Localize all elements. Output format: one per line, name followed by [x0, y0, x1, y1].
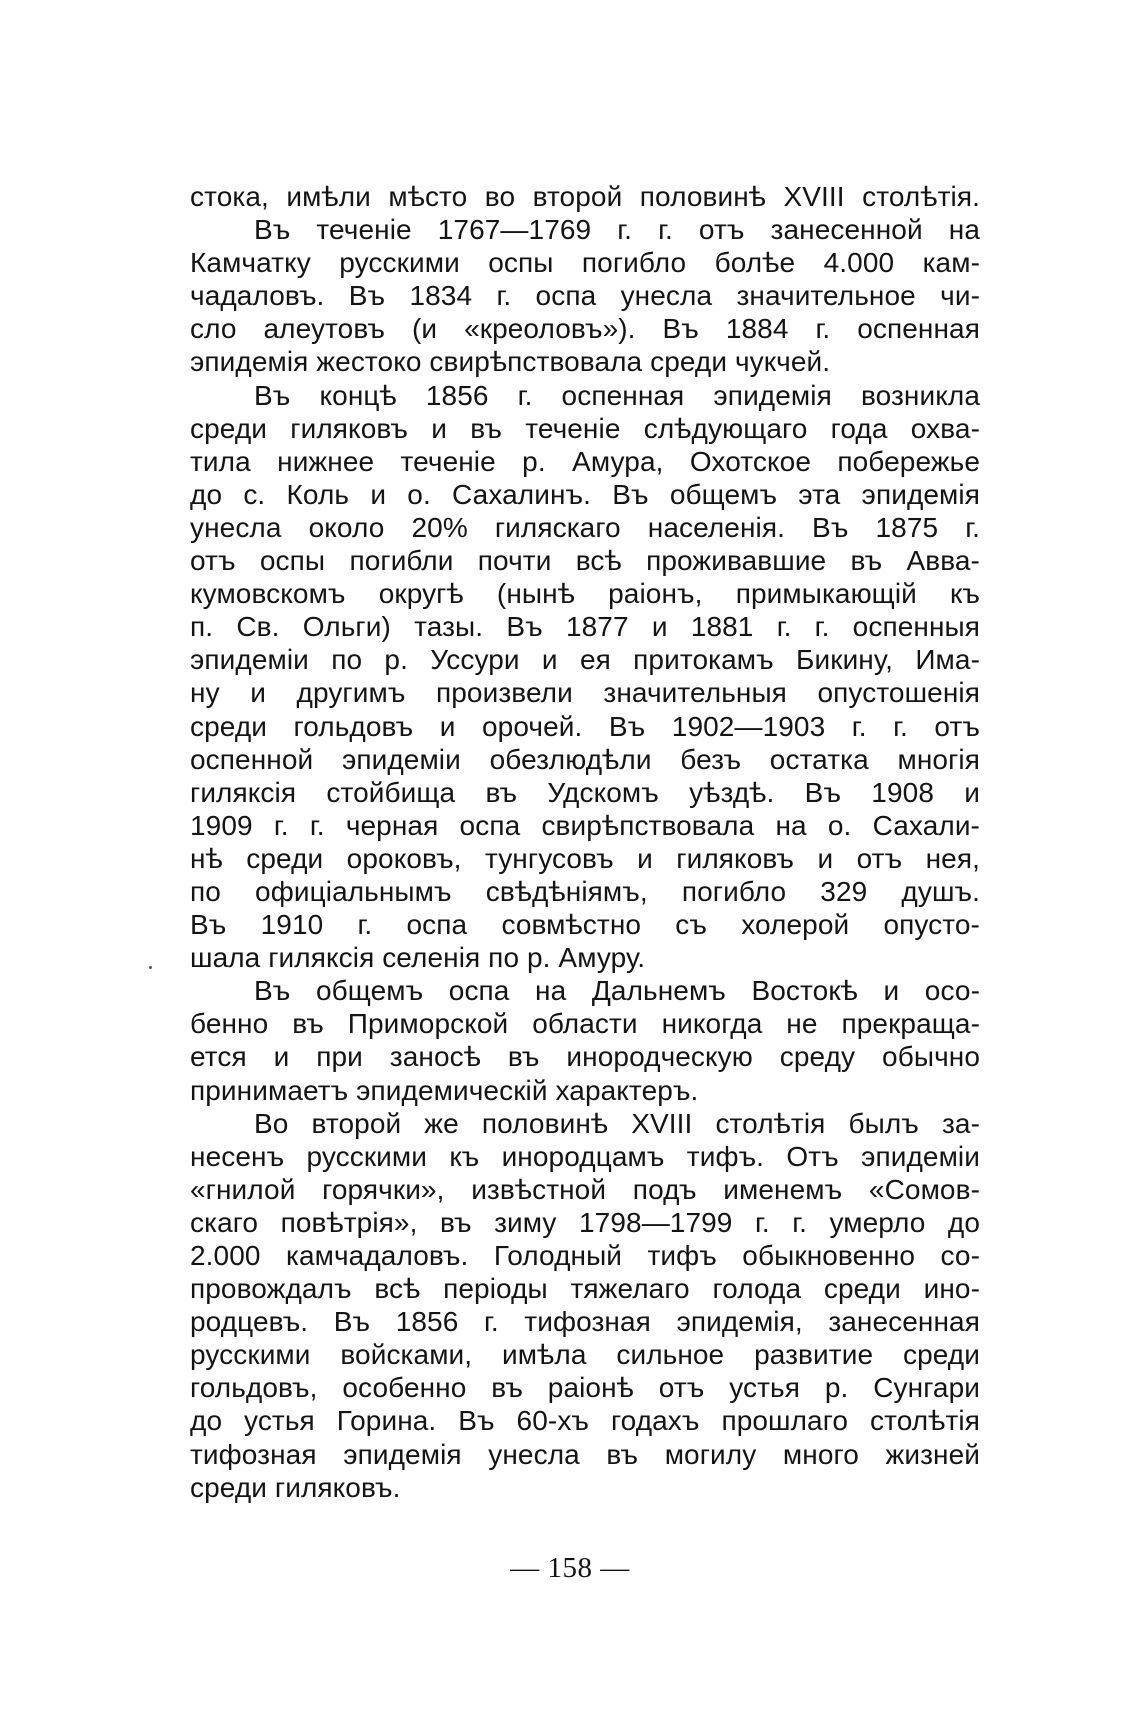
body-text — [190, 180, 980, 1504]
text-line: несенъ русскими къ инородцамъ тифъ. Отъ эпидеміи — [190, 1140, 980, 1172]
text-line: Камчатку русскими оспы погибло болѣе 4.000 кам- — [190, 247, 980, 279]
text-line: кумовскомъ округѣ (нынѣ раіонъ, примыкающій къ — [190, 578, 980, 610]
text-line: оспенной эпидеміи обезлюдѣли безъ остатка многія — [190, 743, 980, 775]
text-line: чадаловъ. Въ 1834 г. оспа унесла значительное чи- — [190, 280, 980, 312]
text-line: скаго повѣтрія», въ зиму 1798—1799 г. г. умерло до — [190, 1206, 980, 1238]
text-line: шала гиляксія селенія по р. Амуру. — [190, 942, 646, 974]
text-line: Въ теченіе 1767—1769 г. г. отъ занесенной на — [254, 214, 980, 246]
text-line: до с. Коль и о. Сахалинъ. Въ общемъ эта эпидемія — [190, 478, 980, 510]
text-line: ну и другимъ произвели значительныя опустошенія — [190, 677, 980, 709]
text-line: гиляксія стойбища въ Удскомъ уѣздѣ. Въ 1908 и — [190, 776, 980, 808]
text-line: среди гиляковъ. — [190, 1471, 401, 1503]
text-line: тила нижнее теченіе р. Амура, Охотское побережье — [190, 445, 980, 477]
text-line: унесла около 20% гиляскаго населенія. Въ 1875 г. — [190, 511, 980, 543]
text-line: до устья Горина. Въ 60-хъ годахъ прошлаго столѣтія — [190, 1405, 980, 1437]
text-line: Во второй же половинѣ XVIII столѣтія былъ за- — [254, 1107, 980, 1139]
text-line: Въ общемъ оспа на Дальнемъ Востокѣ и осо- — [254, 975, 980, 1007]
text-line: стока, имѣли мѣсто во второй половинѣ XVIII столѣтія. — [190, 181, 980, 212]
text-line: ется и при заносѣ въ инородческую среду обычно — [190, 1041, 980, 1073]
text-line: 1909 г. г. черная оспа свирѣпствовала на о. Сахали- — [190, 809, 980, 841]
text-line: бенно въ Приморской области никогда не прекраща- — [190, 1008, 980, 1040]
text-line: «гнилой горячки», извѣстной подъ именемъ «Сомов- — [190, 1173, 980, 1205]
page-number: — 158 — — [510, 1552, 630, 1584]
text-line: провождалъ всѣ періоды тяжелаго голода среди ино- — [190, 1273, 980, 1305]
text-line: принимаетъ эпидемическій характеръ. — [190, 1074, 699, 1106]
text-line: эпидеміи по р. Уссури и ея притокамъ Бикину, Има- — [190, 644, 980, 676]
text-line: гольдовъ, особенно въ раіонѣ отъ устья р. Сунгари — [190, 1372, 980, 1404]
text-line: нѣ среди ороковъ, тунгусовъ и гиляковъ и отъ нея, — [190, 842, 980, 874]
text-line: отъ оспы погибли почти всѣ проживавшие въ Авва- — [190, 545, 980, 577]
text-line: эпидемія жестоко свирѣпствовала среди чукчей. — [190, 346, 831, 378]
text-line: родцевъ. Въ 1856 г. тифозная эпидемія, занесенная — [190, 1306, 980, 1338]
text-line: сло алеутовъ (и «креоловъ»). Въ 1884 г. оспенная — [190, 313, 980, 345]
text-line: среди гольдовъ и орочей. Въ 1902—1903 г. г. отъ — [190, 710, 980, 742]
text-line: 2.000 камчадаловъ. Голодный тифъ обыкновенно со- — [190, 1240, 980, 1271]
margin-speck — [149, 966, 152, 969]
text-line: среди гиляковъ и въ теченіе слѣдующаго года охва- — [190, 412, 980, 444]
text-line: п. Св. Ольги) тазы. Въ 1877 и 1881 г. г. оспенныя — [190, 611, 980, 643]
text-line: Въ 1910 г. оспа совмѣстно съ холерой опусто- — [190, 909, 980, 941]
text-line: русскими войсками, имѣла сильное развитие среди — [190, 1339, 980, 1371]
text-line: Въ концѣ 1856 г. оспенная эпидемія возникла — [254, 379, 980, 411]
text-line: по офиціальнымъ свѣдѣніямъ, погибло 329 душъ. — [190, 875, 980, 907]
text-line: тифозная эпидемія унесла въ могилу много жизней — [190, 1438, 980, 1470]
